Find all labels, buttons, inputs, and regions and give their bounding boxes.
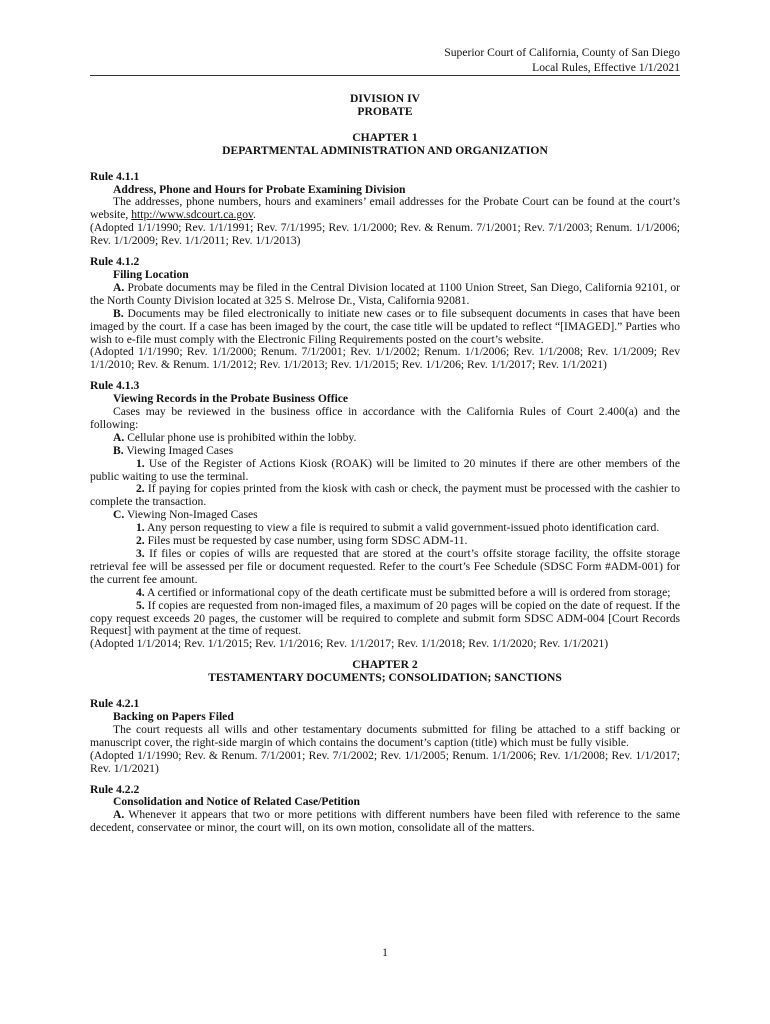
- rule-number: Rule 4.1.1: [90, 169, 140, 183]
- item-text: A certified or informational copy of the death certificate must be submitted before a will is ordered from storage;: [146, 585, 671, 599]
- rule-history: (Adopted 1/1/1990; Rev. 1/1/1991; Rev. 7/1/1995; Rev. 1/1/2000; Rev. & Renum. 7/1/2001; Rev. 7/1/2003; Renum. 1/1/2006; Rev. 1/1/2009; Rev. 1/1/2011; Rev. 1/1/2013): [90, 221, 680, 248]
- rule-paragraph-b: [90, 308, 680, 347]
- rule-subitem: [90, 483, 680, 509]
- rule-intro: Cases may be reviewed in the business office in accordance with the California Rules of Court 2.400(a) and the following:: [90, 405, 680, 431]
- item-label: 2.: [136, 482, 145, 496]
- item-label: 1.: [136, 521, 145, 535]
- rule-subitem: [90, 600, 680, 639]
- item-label: A.: [113, 280, 125, 294]
- court-website-link[interactable]: http://www.sdcourt.ca.gov: [131, 208, 254, 222]
- item-label: B.: [113, 443, 124, 457]
- chapter-1-title: CHAPTER 1: [352, 130, 418, 144]
- document-body: [90, 93, 680, 835]
- chapter-1-subtitle: DEPARTMENTAL ADMINISTRATION AND ORGANIZATION: [222, 143, 548, 157]
- page-number: 1: [382, 946, 388, 959]
- rule-history: (Adopted 1/1/1990; Rev. 1/1/2000; Renum. 7/1/2001; Rev. 1/1/2002; Renum. 1/1/2006; Rev. 1/1/2008; Rev. 1/1/2009; Rev 1/1/2010; Rev. & Renum. 1/1/2012; Rev. 1/1/2013; Rev. 1/1/2015; Rev. 1/1/206; Rev. 1/1/2017; Rev. 1/1/2021): [90, 345, 680, 372]
- item-text: Probate documents may be filed in the Central Division located at 1100 Union Street, San Diego, California 92101, or the North County Division located at 325 S. Melrose Dr., Vista, California 92081.: [90, 280, 681, 307]
- header-court-name: Superior Court of California, County of San Diego: [444, 46, 680, 59]
- item-label: 4.: [136, 585, 145, 599]
- rule-text: The court requests all wills and other testamentary documents submitted for filing be attached to a stiff backing or manuscript cover, the right-side margin of which contains the document’s caption (title) which must be fully visible.: [90, 722, 680, 749]
- rule-heading: Backing on Papers Filed: [113, 709, 234, 723]
- rule-heading: Consolidation and Notice of Related Case/Petition: [113, 795, 361, 809]
- rule-number: Rule 4.2.1: [90, 697, 140, 711]
- item-text: If copies are requested from non-imaged files, a maximum of 20 pages will be copied on the date of request. If the copy request exceeds 20 pages, the customer will be required to complete and submit form SDSC ADM-004 [Court Records Request] with payment at the time of request.: [90, 598, 680, 638]
- chapter-2-subtitle: TESTAMENTARY DOCUMENTS; CONSOLIDATION; SANCTIONS: [208, 671, 562, 685]
- rule-heading: Viewing Records in the Probate Business Office: [113, 392, 349, 406]
- item-text: Documents may be filed electronically to initiate new cases or to file subsequent documents in cases that have been imaged by the court. If a case has been imaged by the court, the case title will be updated to reflect “[IMAGED].” Parties who wish to e-file must comply with the Electronic Filing Requirements posted on the court’s website.: [90, 306, 680, 346]
- item-text: If paying for copies printed from the kiosk with cash or check, the payment must be processed with the cashier to complete the transaction.: [90, 482, 680, 509]
- rule-number: Rule 4.1.3: [90, 379, 140, 393]
- item-text: Viewing Imaged Cases: [126, 443, 234, 457]
- rule-number: Rule 4.1.2: [90, 255, 140, 269]
- rule-paragraph-a: [90, 809, 680, 835]
- item-label: 2.: [136, 534, 145, 548]
- item-label: B.: [113, 306, 124, 320]
- item-text: Cellular phone use is prohibited within the lobby.: [127, 430, 357, 444]
- chapter-2-title: CHAPTER 2: [352, 658, 418, 672]
- rule-text-end: .: [253, 208, 256, 222]
- rule-number: Rule 4.2.2: [90, 782, 140, 796]
- rule-history: (Adopted 1/1/2014; Rev. 1/1/2015; Rev. 1/1/2016; Rev. 1/1/2017; Rev. 1/1/2018; Rev. 1/1/2020; Rev. 1/1/2021): [90, 637, 609, 651]
- rule-subitem: [90, 548, 680, 587]
- rule-heading: Filing Location: [113, 267, 189, 281]
- division-title: DIVISION IV: [350, 92, 420, 105]
- item-label: A.: [113, 808, 125, 822]
- rule-history: (Adopted 1/1/1990; Rev. & Renum. 7/1/2001; Rev. 7/1/2002; Rev. 1/1/2005; Renum. 1/1/2006; Rev. 1/1/2008; Rev. 1/1/2017; Rev. 1/1/2021): [90, 748, 680, 775]
- header-divider: [90, 75, 680, 76]
- rule-heading: Address, Phone and Hours for Probate Examining Division: [113, 182, 406, 196]
- division-subtitle: PROBATE: [357, 104, 413, 118]
- item-text: If files or copies of wills are requested that are stored at the court’s offsite storage facility, the offsite storage retrieval fee will be assessed per file or document requested. Refer to the court’s Fee Schedule (SDSC Form #ADM-001) for the current fee amount.: [90, 547, 680, 586]
- item-label: 1.: [136, 456, 145, 470]
- item-text: Viewing Non-Imaged Cases: [126, 508, 258, 522]
- rule-text-body: The addresses, phone numbers, hours and examiners’ email addresses for the Probate Court can be found at the court’s website,: [90, 195, 680, 222]
- item-text: Any person requesting to view a file is required to submit a valid government-issued photo identification card.: [146, 521, 660, 535]
- item-text: Files must be requested by case number, using form SDSC ADM-11.: [147, 534, 468, 548]
- item-label: 5.: [136, 598, 145, 612]
- item-text: Whenever it appears that two or more petitions with different numbers have been filed with reference to the same decedent, conservatee or minor, the court will, on its own motion, consolidate all of the matters.: [90, 808, 680, 835]
- header-effective-date: Local Rules, Effective 1/1/2021: [532, 61, 680, 74]
- item-label: A.: [113, 430, 125, 444]
- item-label: 3.: [136, 547, 145, 560]
- item-label: C.: [113, 508, 125, 522]
- item-text: Use of the Register of Actions Kiosk (ROAK) will be limited to 20 minutes if there are other members of the public waiting to use the terminal.: [90, 456, 680, 483]
- rule-subitem: [90, 458, 680, 484]
- rule-paragraph-a: [90, 282, 680, 308]
- rule-text: [90, 196, 680, 222]
